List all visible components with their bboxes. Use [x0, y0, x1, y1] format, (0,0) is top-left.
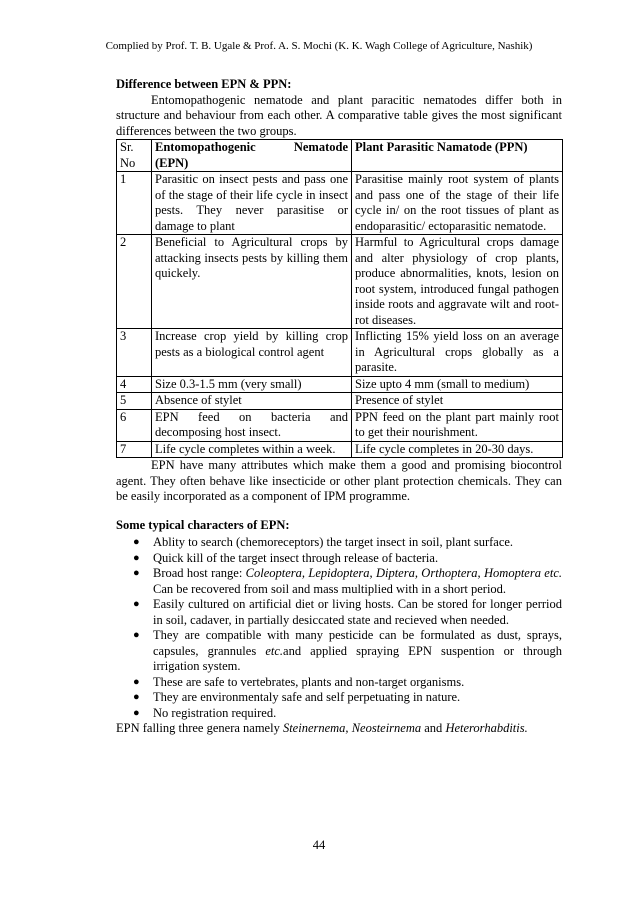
bullet-icon: ●: [133, 706, 140, 719]
bullet-icon: ●: [133, 567, 140, 579]
section-heading-characters: Some typical characters of EPN:: [116, 517, 290, 532]
list-item: [133, 690, 562, 706]
intro-paragraph: Entomopathogenic nematode and plant paracitic nematodes differ both in structure and behaviour from each other. A comparative table gives the most significant differences between the two groups.: [116, 92, 562, 138]
genera-paragraph: [116, 721, 562, 737]
cell-sr: 3: [117, 329, 152, 377]
genera-text: and: [421, 721, 446, 735]
list-item: [133, 550, 562, 567]
genus-heterorhabditis: Heterorhabditis.: [445, 721, 528, 735]
bullet-icon: ●: [133, 536, 140, 548]
genera-text: EPN falling three genera namely: [116, 721, 283, 735]
bullet-icon: ●: [133, 598, 140, 610]
cell-sr: 6: [117, 409, 152, 441]
cell-sr: 2: [117, 235, 152, 329]
list-item: [133, 705, 562, 722]
list-item: [133, 628, 562, 675]
list-item: [133, 535, 562, 551]
cell-epn: Increase crop yield by killing crop pests as a biological control agent: [152, 329, 352, 377]
list-item-italic: etc.: [265, 643, 284, 658]
cell-epn: Parasitic on insect pests and pass one of the stage of their life cycle in insect pests. They never parasitise or damage to plant: [152, 172, 352, 235]
spacer: [116, 505, 562, 518]
list-item-italic: Coleoptera, Lepidoptera, Diptera, Orthoptera, Homoptera etc.: [245, 566, 562, 580]
page-number: 44: [312, 838, 326, 852]
table-row: [117, 409, 563, 441]
cell-ppn: Harmful to Agricultural crops damage and alter physiology of crop plants, produce abnormalities, knots, lesion on root system, introduced fungal pathogen inside roots and aggravate wilt and root-rot diseases.: [352, 235, 563, 329]
header-sr-no: Sr. No: [117, 140, 152, 172]
cell-sr: 7: [117, 441, 152, 458]
list-item-text: Quick kill of the target insect through release of bacteria.: [153, 550, 439, 565]
list-item-text: They are compatible with many pesticide can be formulated as dust, sprays, capsules, grannules: [153, 628, 562, 658]
list-item-text: These are safe to vertebrates, plants and non-target organisms.: [153, 674, 465, 689]
cell-ppn: Life cycle completes in 20-30 days.: [352, 441, 563, 458]
list-item-text: Can be recovered from soil and mass multiplied with in a short period.: [153, 581, 507, 596]
bullet-icon: ●: [133, 691, 140, 703]
table-row: [117, 172, 563, 235]
list-item: [133, 674, 562, 691]
list-item-text: and applied spraying EPN suspention or through irrigation system.: [153, 643, 562, 673]
table-row: [117, 329, 563, 377]
section-heading-difference: Difference between EPN & PPN:: [116, 77, 292, 91]
page-header: Complied by Prof. T. B. Ugale & Prof. A. S. Mochi (K. K. Wagh College of Agriculture, Nashik): [105, 40, 533, 52]
cell-sr: 5: [117, 393, 152, 410]
table-row: [117, 393, 563, 410]
bullet-icon: ●: [133, 551, 140, 564]
table-row: [117, 376, 563, 393]
comparison-table: [116, 139, 563, 458]
after-table-paragraph: EPN have many attributes which make them a good and promising biocontrol agent. They often behave like insecticide or other plant protection chemicals. They can be easily incorporated as a component of IPM programme.: [116, 458, 562, 503]
bullet-icon: ●: [133, 629, 140, 641]
cell-epn: EPN feed on bacteria and decomposing host insect.: [152, 409, 352, 441]
list-item-text: Broad host range:: [153, 566, 246, 580]
cell-ppn: Parasitise mainly root system of plants and pass one of the stage of their life cycle in/ on the root tissues of plant as endoparasitic/ ectoparasitic nematode.: [352, 172, 563, 235]
table-header-row: [117, 140, 563, 172]
cell-epn: Size 0.3-1.5 mm (very small): [152, 376, 352, 393]
bullet-icon: ●: [133, 675, 140, 688]
cell-sr: 4: [117, 376, 152, 393]
cell-ppn: Inflicting 15% yield loss on an average in Agricultural crops globally as a parasite.: [352, 329, 563, 377]
list-item: [133, 597, 562, 628]
genus-neosteirnema: Neosteirnema: [351, 721, 422, 735]
list-item-text: Ablity to search (chemoreceptors) the target insect in soil, plant surface.: [153, 535, 514, 549]
list-item-text: Easily cultured on artificial diet or living hosts. Can be stored for longer perriod in soil, cadaver, in partially desiccated state and recieved when needed.: [153, 597, 562, 627]
cell-ppn: PPN feed on the plant part mainly root to get their nourishment.: [352, 409, 563, 441]
cell-epn: Beneficial to Agricultural crops by attacking insects pests by killing them quickely.: [152, 235, 352, 329]
cell-epn: Absence of stylet: [152, 393, 352, 410]
list-item-text: They are environmentaly safe and self perpetuating in nature.: [153, 690, 461, 704]
cell-epn: Life cycle completes within a week.: [152, 441, 352, 458]
cell-ppn: Presence of stylet: [352, 393, 563, 410]
list-item-text: No registration required.: [153, 705, 277, 720]
list-item: [133, 566, 562, 597]
cell-ppn: Size upto 4 mm (small to medium): [352, 376, 563, 393]
genus-steinernema: Steinernema,: [282, 721, 349, 735]
cell-sr: 1: [117, 172, 152, 235]
table-row: [117, 441, 563, 458]
page-content: [116, 77, 562, 737]
header-epn: Entomopathogenic Nematode (EPN): [152, 140, 352, 172]
header-ppn: Plant Parasitic Namatode (PPN): [352, 140, 563, 172]
table-row: [117, 235, 563, 329]
characters-list: [116, 535, 562, 721]
